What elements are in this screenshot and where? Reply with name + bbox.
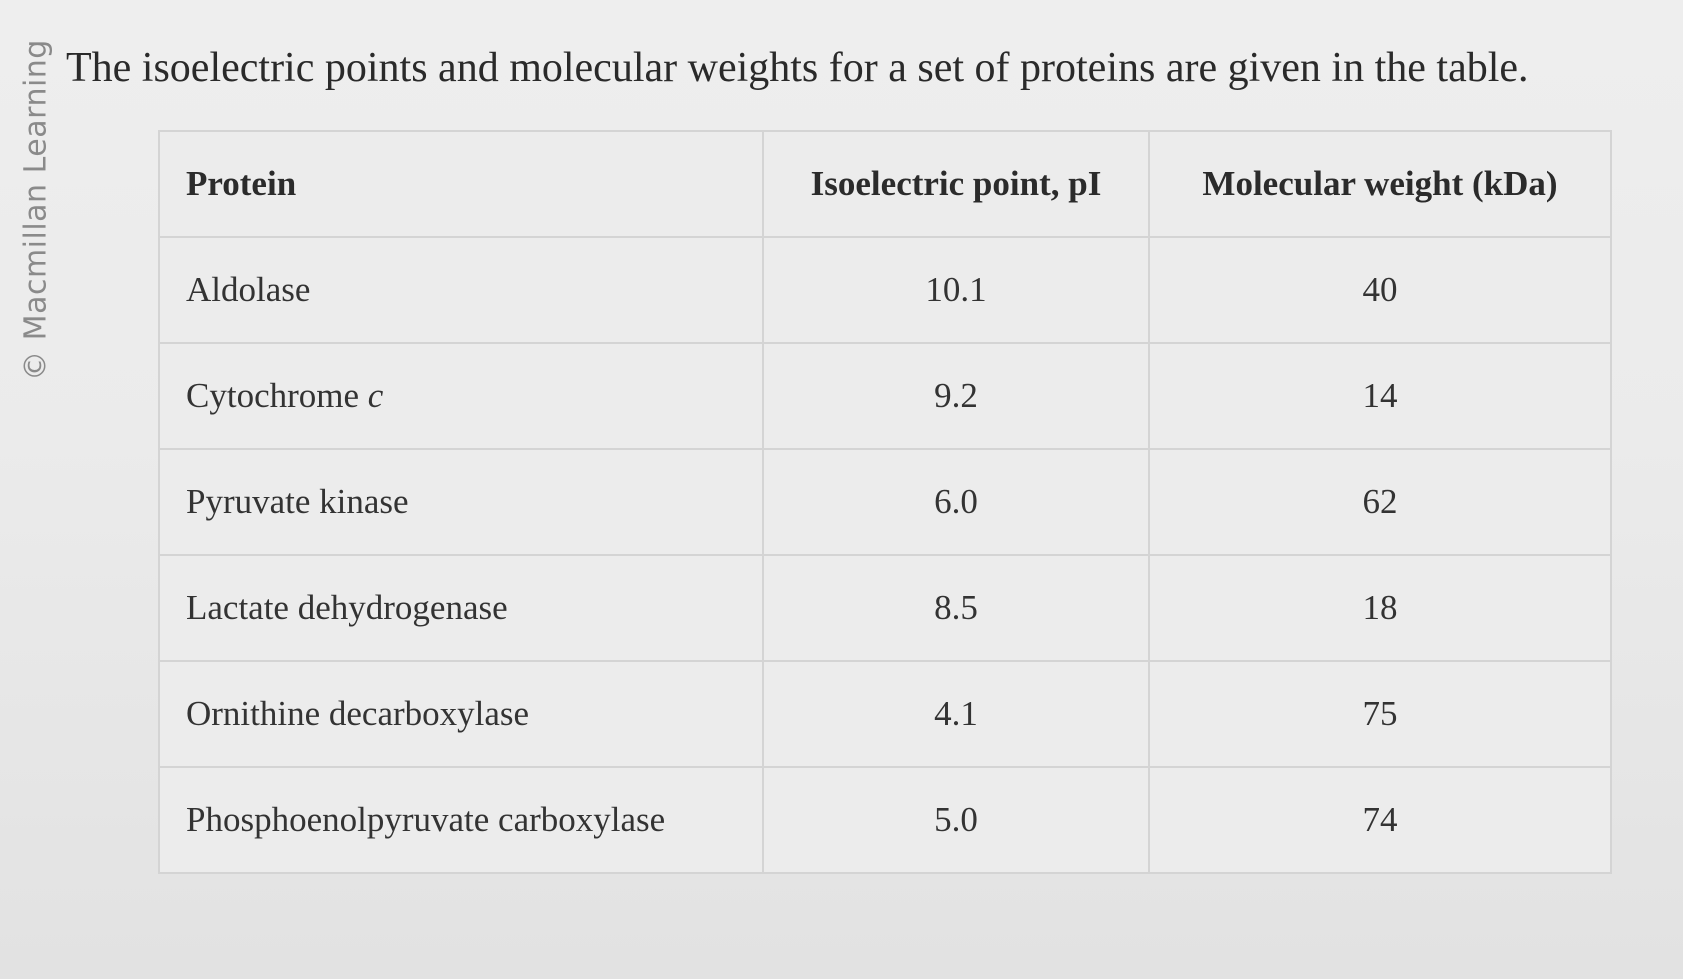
molecular-weight-value: 40 xyxy=(1149,237,1611,343)
table-row xyxy=(159,343,1611,449)
protein-table xyxy=(158,130,1612,874)
protein-name-italic: c xyxy=(367,376,384,415)
header-protein: Protein xyxy=(159,131,763,237)
isoelectric-point-value: 9.2 xyxy=(763,343,1149,449)
protein-name: Pyruvate kinase xyxy=(159,449,763,555)
table-row xyxy=(159,555,1611,661)
protein-name-text: Cytochrome xyxy=(186,376,368,415)
protein-name xyxy=(159,343,763,449)
table-row xyxy=(159,767,1611,873)
isoelectric-point-value: 6.0 xyxy=(763,449,1149,555)
protein-name: Aldolase xyxy=(159,237,763,343)
isoelectric-point-value: 4.1 xyxy=(763,661,1149,767)
header-isoelectric-point: Isoelectric point, pI xyxy=(763,131,1149,237)
molecular-weight-value: 14 xyxy=(1149,343,1611,449)
protein-name: Phosphoenolpyruvate carboxylase xyxy=(159,767,763,873)
protein-name: Lactate dehydrogenase xyxy=(159,555,763,661)
protein-name: Ornithine decarboxylase xyxy=(159,661,763,767)
molecular-weight-value: 74 xyxy=(1149,767,1611,873)
table-header-row xyxy=(159,131,1611,237)
copyright-watermark: © Macmillan Learning xyxy=(18,39,54,381)
isoelectric-point-value: 8.5 xyxy=(763,555,1149,661)
table-row xyxy=(159,449,1611,555)
isoelectric-point-value: 10.1 xyxy=(763,237,1149,343)
molecular-weight-value: 75 xyxy=(1149,661,1611,767)
question-text: The isoelectric points and molecular weights for a set of proteins are given in the table. xyxy=(66,45,1529,91)
molecular-weight-value: 18 xyxy=(1149,555,1611,661)
molecular-weight-value: 62 xyxy=(1149,449,1611,555)
table-row xyxy=(159,237,1611,343)
table-row xyxy=(159,661,1611,767)
header-molecular-weight: Molecular weight (kDa) xyxy=(1149,131,1611,237)
isoelectric-point-value: 5.0 xyxy=(763,767,1149,873)
